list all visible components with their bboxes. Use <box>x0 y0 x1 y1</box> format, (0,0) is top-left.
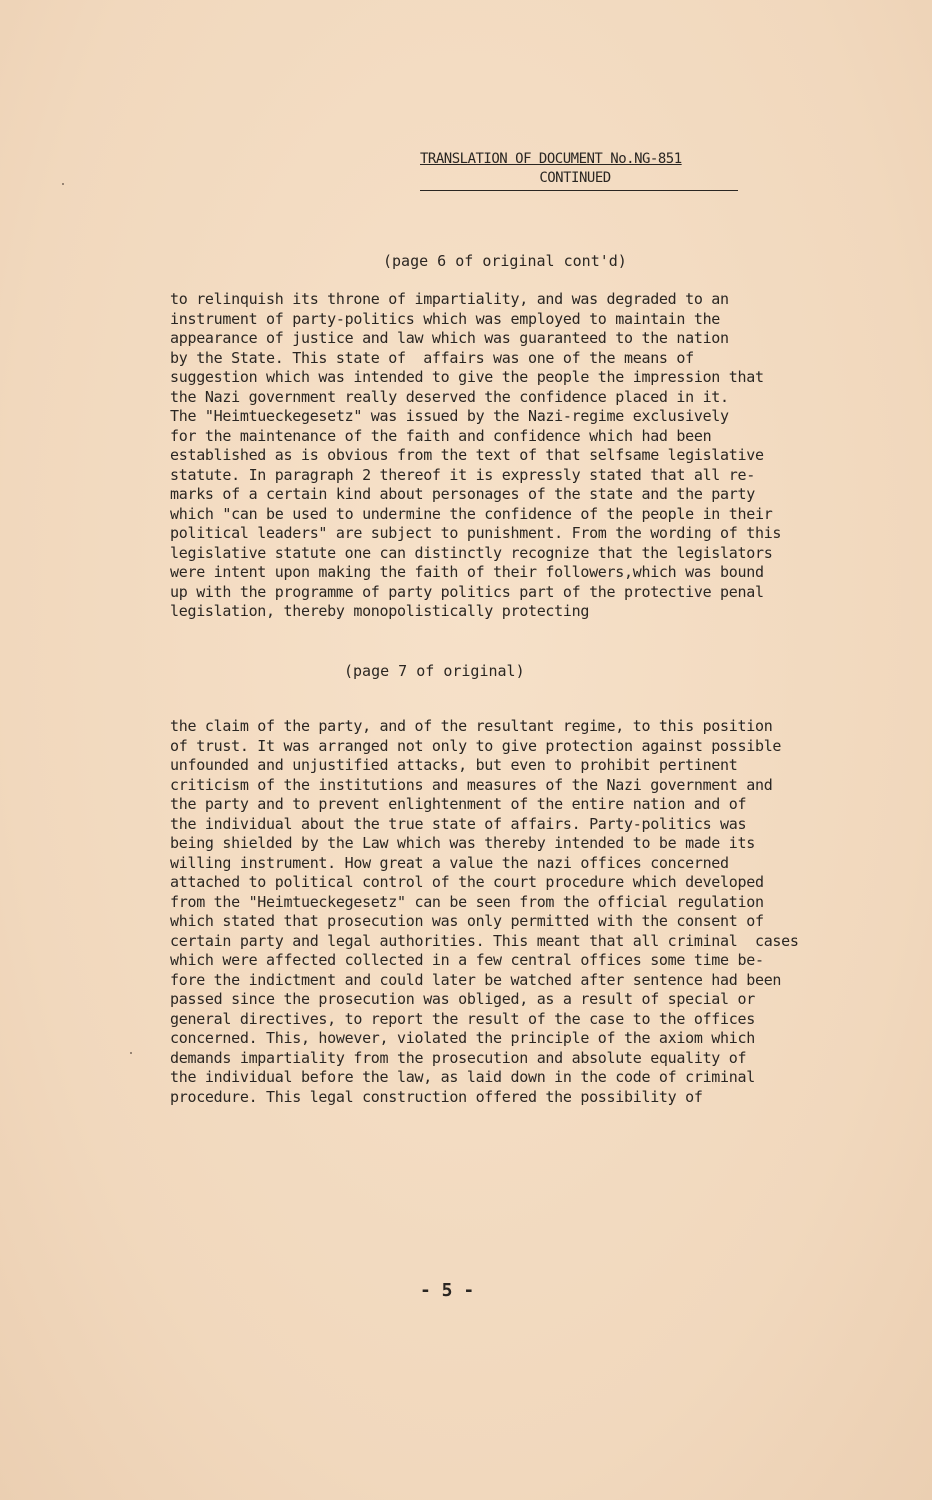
text-line: appearance of justice and law which was guaranteed to the nation <box>170 329 729 347</box>
text-line: fore the indictment and could later be watched after sentence had been <box>170 970 782 989</box>
text-line: passed since the prosecution was obliged, as a result of special or <box>170 990 755 1008</box>
text-line: legislative statute one can distinctly recognize that the legislators <box>170 543 773 562</box>
text-line: for the maintenance of the faith and confidence which had been <box>170 426 712 445</box>
text-line: general directives, to report the result of the case to the offices <box>170 1009 755 1028</box>
page-reference-7: (page 7 of original) <box>344 662 525 680</box>
document-header <box>420 150 740 191</box>
text-line: marks of a certain kind about personages of the state and the party <box>170 485 755 503</box>
header-rule <box>420 190 738 191</box>
text-line: which stated that prosecution was only permitted with the consent of <box>170 912 764 930</box>
text-line: unfounded and unjustified attacks, but even to prohibit pertinent <box>170 756 738 774</box>
paragraph-page-7 <box>170 717 799 1107</box>
text-line: were intent upon making the faith of their followers,which was bound <box>170 563 764 581</box>
paragraph-page-6 <box>170 290 781 622</box>
text-line: the party and to prevent enlightenment of the entire nation and of <box>170 795 747 813</box>
document-subtitle: CONTINUED <box>539 170 611 186</box>
text-line: which "can be used to undermine the confidence of the people in their <box>170 504 773 523</box>
text-line: procedure. This legal construction offered the possibility of <box>170 1087 703 1106</box>
text-line: to relinquish its throne of impartiality, and was degraded to an <box>170 290 729 308</box>
text-line: certain party and legal authorities. This meant that all criminal cases <box>170 931 799 950</box>
text-line: up with the programme of party politics part of the protective penal <box>170 582 764 601</box>
page-reference-6: (page 6 of original cont'd) <box>383 252 627 270</box>
text-line: demands impartiality from the prosecution and absolute equality of <box>170 1048 747 1067</box>
text-line: the individual about the true state of affairs. Party-politics was <box>170 814 747 833</box>
text-line: willing instrument. How great a value the nazi offices concerned <box>170 853 729 872</box>
text-line: the Nazi government really deserved the confidence placed in it. <box>170 387 729 406</box>
text-line: from the "Heimtueckegesetz" can be seen from the official regulation <box>170 892 764 911</box>
text-line: by the State. This state of affairs was one of the means of <box>170 348 694 367</box>
text-line: suggestion which was intended to give the people the impression that <box>170 368 764 386</box>
paper-speck <box>130 1052 132 1054</box>
text-line: political leaders" are subject to punishment. From the wording of this <box>170 524 782 542</box>
page-number: - 5 - <box>420 1280 475 1301</box>
text-line: criticism of the institutions and measures of the Nazi government and <box>170 775 773 794</box>
text-line: The "Heimtueckegesetz" was issued by the Nazi-regime exclusively <box>170 407 729 425</box>
text-line: established as is obvious from the text of that selfsame legislative <box>170 446 764 464</box>
text-line: the claim of the party, and of the resultant regime, to this position <box>170 717 773 735</box>
text-line: instrument of party-politics which was employed to maintain the <box>170 309 721 328</box>
text-line: the individual before the law, as laid down in the code of criminal <box>170 1068 755 1086</box>
text-line: attached to political control of the court procedure which developed <box>170 873 764 891</box>
text-line: being shielded by the Law which was thereby intended to be made its <box>170 834 755 852</box>
paper-speck <box>62 183 64 185</box>
text-line: legislation, thereby monopolistically protecting <box>170 602 590 620</box>
text-line: which were affected collected in a few central offices some time be- <box>170 951 764 969</box>
document-title: TRANSLATION OF DOCUMENT No.NG-851 <box>420 151 682 167</box>
text-line: statute. In paragraph 2 thereof it is expressly stated that all re- <box>170 465 755 484</box>
text-line: concerned. This, however, violated the principle of the axiom which <box>170 1029 755 1047</box>
text-line: of trust. It was arranged not only to give protection against possible <box>170 736 782 755</box>
